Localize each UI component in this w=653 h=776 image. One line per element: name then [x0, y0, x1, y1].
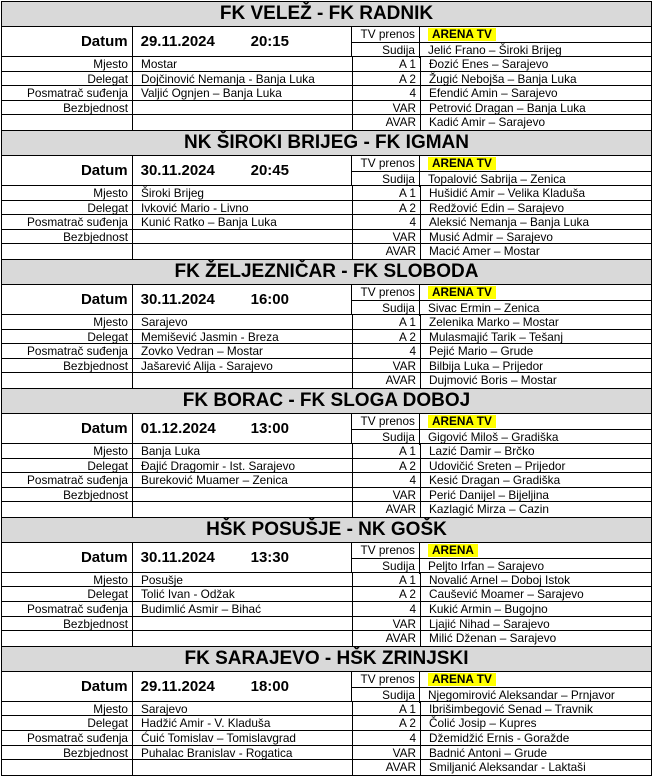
- venue-value: Široki Brijeg: [133, 186, 353, 200]
- delegat-label: Delegat: [2, 72, 133, 86]
- avar-name: Macić Amer – Mostar: [429, 244, 540, 259]
- tv-referee-cell: [352, 543, 651, 572]
- var-label: VAR: [353, 230, 421, 244]
- observer-value: Kunić Ratko – Banja Luka: [133, 215, 353, 229]
- avar-row: [2, 631, 651, 646]
- observer-row: [2, 215, 651, 230]
- avar-label: AVAR: [353, 760, 421, 775]
- bezbjednost-label: Bezbjednost: [2, 101, 133, 115]
- tv-referee-cell: [352, 27, 651, 56]
- tv-channel-badge: ARENA TV: [428, 673, 496, 686]
- datetime-cell: [133, 543, 352, 572]
- security-row: [2, 488, 651, 503]
- match-title: FK BORAC - FK SLOGA DOBOJ: [2, 389, 651, 414]
- datetime-cell: [133, 672, 352, 701]
- datetime-row: [2, 156, 651, 186]
- match-block: [1, 130, 652, 259]
- match-time: 16:00: [250, 290, 289, 308]
- bezbjednost-label: Bezbjednost: [2, 488, 133, 502]
- posmatrac-label: Posmatrač suđenja: [2, 473, 133, 487]
- var-name: Ljajić Nihad – Sarajevo: [429, 616, 550, 631]
- avar-label: AVAR: [353, 373, 421, 388]
- a2-label: A 2: [353, 587, 421, 601]
- observer-value: Bureković Muamer – Zenica: [133, 473, 353, 487]
- delegate-value: Đajić Dragomir - Ist. Sarajevo: [133, 459, 353, 473]
- security-value: [133, 488, 353, 502]
- tv-label: TV prenos: [352, 672, 420, 687]
- var-label: VAR: [353, 101, 421, 115]
- observer-row: [2, 602, 651, 617]
- tv-label: TV prenos: [352, 285, 420, 300]
- assistant2-name: Žugić Nebojša – Banja Luka: [429, 71, 577, 86]
- delegate-value: Memišević Jasmin - Breza: [133, 330, 353, 344]
- posmatrac-label: Posmatrač suđenja: [2, 731, 133, 745]
- delegat-label: Delegat: [2, 201, 133, 215]
- referee-name: Topalović Sabrija – Zenica: [427, 171, 566, 186]
- venue-value: Sarajevo: [133, 702, 353, 716]
- fourth-label: 4: [353, 344, 421, 358]
- sudija-label: Sudija: [352, 430, 420, 445]
- sudija-label: Sudija: [352, 559, 420, 574]
- assistant2-name: Redžović Edin – Sarajevo: [429, 200, 565, 215]
- posmatrac-label: Posmatrač suđenja: [2, 86, 133, 100]
- a2-label: A 2: [353, 72, 421, 86]
- avar-name: Smiljanić Aleksandar - Laktaši: [429, 760, 586, 775]
- tv-channel-badge: ARENA TV: [428, 157, 496, 170]
- a2-label: A 2: [353, 330, 421, 344]
- datum-label: Datum: [2, 414, 133, 443]
- tv-label: TV prenos: [352, 27, 420, 42]
- match-date: 30.11.2024: [140, 548, 215, 566]
- avar-name: Milić Dženan – Sarajevo: [429, 631, 557, 646]
- datetime-cell: [133, 27, 352, 56]
- sudija-label: Sudija: [352, 301, 420, 316]
- assistant1-name: Đozić Enes – Sarajevo: [429, 57, 549, 71]
- observer-row: [2, 86, 651, 101]
- venue-row: [2, 702, 651, 717]
- assistant1-name: Ibrišimbegović Senad – Travnik: [429, 701, 593, 716]
- security-value: Puhalac Branislav - Rogatica: [133, 746, 353, 760]
- var-name: Musić Admir – Sarajevo: [429, 229, 553, 244]
- sudija-label: Sudija: [352, 43, 420, 58]
- datetime-row: [2, 285, 651, 315]
- security-row: [2, 746, 651, 761]
- var-label: VAR: [353, 746, 421, 760]
- var-name: Petrović Dragan – Banja Luka: [429, 100, 586, 115]
- fourth-label: 4: [353, 86, 421, 100]
- match-time: 13:30: [250, 548, 289, 566]
- match-date: 30.11.2024: [140, 290, 215, 308]
- fourth-official-name: Kesić Dragan – Gradiška: [429, 473, 561, 487]
- referee-name: Sivac Ermin – Zenica: [427, 300, 540, 315]
- datum-label: Datum: [2, 543, 133, 572]
- avar-row: [2, 244, 651, 259]
- var-label: VAR: [353, 359, 421, 373]
- var-name: Bilbija Luka – Prijedor: [429, 358, 544, 373]
- security-row: [2, 230, 651, 245]
- delegat-label: Delegat: [2, 716, 133, 730]
- fourth-official-name: Aleksić Nemanja – Banja Luka: [429, 215, 590, 229]
- avar-name: Dujmović Boris – Mostar: [429, 373, 557, 388]
- security-value: Jašarević Alija - Sarajevo: [133, 359, 353, 373]
- tv-label: TV prenos: [352, 543, 420, 558]
- a1-label: A 1: [353, 57, 421, 71]
- match-block: [1, 1, 652, 130]
- venue-value: Banja Luka: [133, 444, 353, 458]
- observer-row: [2, 473, 651, 488]
- var-name: Badnić Antoni – Grude: [429, 745, 548, 760]
- delegat-label: Delegat: [2, 587, 133, 601]
- var-label: VAR: [353, 617, 421, 631]
- delegate-row: [2, 201, 651, 216]
- posmatrac-label: Posmatrač suđenja: [2, 602, 133, 616]
- observer-value: Budimlić Asmir – Bihać: [133, 602, 353, 616]
- fourth-label: 4: [353, 731, 421, 745]
- observer-value: Zovko Vedran – Mostar: [133, 344, 353, 358]
- match-block: [1, 517, 652, 646]
- delegate-row: [2, 716, 651, 731]
- mjesto-label: Mjesto: [2, 315, 133, 329]
- venue-row: [2, 315, 651, 330]
- tv-channel-badge: ARENA TV: [428, 28, 496, 41]
- a2-label: A 2: [353, 201, 421, 215]
- fourth-official-name: Džemidžić Ernis - Goražde: [429, 731, 570, 745]
- tv-channel-badge: ARENA TV: [428, 286, 496, 299]
- delegate-row: [2, 459, 651, 474]
- match-time: 20:45: [250, 161, 289, 179]
- match-block: [1, 646, 652, 776]
- observer-row: [2, 344, 651, 359]
- fourth-official-name: Efendić Amin – Sarajevo: [429, 86, 558, 100]
- security-value: [133, 617, 353, 631]
- assistant1-name: Novalić Arnel – Doboj Istok: [429, 572, 570, 587]
- referee-name: Gigović Miloš – Gradiška: [427, 429, 559, 444]
- fourth-label: 4: [353, 602, 421, 616]
- security-row: [2, 617, 651, 632]
- avar-row: [2, 115, 651, 130]
- tv-label: TV prenos: [352, 414, 420, 429]
- venue-row: [2, 186, 651, 201]
- datetime-row: [2, 543, 651, 573]
- delegate-value: Dojčinović Nemanja - Banja Luka: [133, 72, 353, 86]
- observer-value: Ćuić Tomislav – Tomislavgrad: [133, 731, 353, 745]
- match-date: 01.12.2024: [140, 419, 216, 437]
- match-block: [1, 388, 652, 517]
- delegate-value: Ivković Mario - Livno: [133, 201, 353, 215]
- datetime-cell: [133, 285, 352, 314]
- a2-label: A 2: [353, 459, 421, 473]
- a1-label: A 1: [353, 573, 421, 587]
- observer-value: Valjić Ognjen – Banja Luka: [133, 86, 353, 100]
- tv-referee-cell: [352, 672, 651, 701]
- datum-label: Datum: [2, 285, 133, 314]
- datetime-row: [2, 672, 651, 702]
- referee-name: Peljto Irfan – Sarajevo: [427, 558, 545, 573]
- assistant1-name: Lazić Damir – Brčko: [429, 443, 535, 458]
- mjesto-label: Mjesto: [2, 186, 133, 200]
- referee-name: Jelić Frano – Široki Brijeg: [427, 43, 562, 57]
- a1-label: A 1: [353, 186, 421, 200]
- venue-row: [2, 573, 651, 588]
- fourth-label: 4: [353, 473, 421, 487]
- fourth-official-name: Kukić Armin – Bugojno: [429, 602, 548, 616]
- var-name: Perić Danijel – Bijeljina: [429, 487, 549, 502]
- security-value: [133, 101, 353, 115]
- sudija-label: Sudija: [352, 688, 420, 703]
- match-date: 29.11.2024: [140, 677, 215, 695]
- datetime-cell: [133, 156, 352, 185]
- mjesto-label: Mjesto: [2, 444, 133, 458]
- avar-label: AVAR: [353, 244, 421, 259]
- a1-label: A 1: [353, 315, 421, 329]
- match-date: 29.11.2024: [140, 33, 215, 50]
- mjesto-label: Mjesto: [2, 573, 133, 587]
- mjesto-label: Mjesto: [2, 702, 133, 716]
- security-row: [2, 359, 651, 374]
- delegate-value: Tolić Ivan - Odžak: [133, 587, 353, 601]
- assistant2-name: Čolić Josip – Kupres: [429, 716, 537, 731]
- bezbjednost-label: Bezbjednost: [2, 746, 133, 760]
- security-value: [133, 230, 353, 244]
- datum-label: Datum: [2, 27, 133, 56]
- a1-label: A 1: [353, 444, 421, 458]
- tv-referee-cell: [352, 414, 651, 443]
- match-title: NK ŠIROKI BRIJEG - FK IGMAN: [2, 131, 651, 156]
- datetime-row: [2, 27, 651, 57]
- fourth-official-name: Pejić Mario – Grude: [429, 344, 534, 358]
- a2-label: A 2: [353, 716, 421, 730]
- tv-referee-cell: [352, 285, 651, 314]
- avar-row: [2, 373, 651, 388]
- match-block: [1, 259, 652, 388]
- mjesto-label: Mjesto: [2, 57, 133, 71]
- avar-name: Kadić Amir – Sarajevo: [429, 115, 546, 130]
- tv-referee-cell: [352, 156, 651, 185]
- tv-label: TV prenos: [352, 156, 420, 171]
- tv-channel-badge: ARENA: [428, 544, 478, 557]
- delegat-label: Delegat: [2, 459, 133, 473]
- match-time: 20:15: [250, 33, 289, 50]
- delegat-label: Delegat: [2, 330, 133, 344]
- match-time: 13:00: [250, 419, 289, 437]
- posmatrac-label: Posmatrač suđenja: [2, 215, 133, 229]
- venue-row: [2, 444, 651, 459]
- delegate-row: [2, 587, 651, 602]
- assistant1-name: Hušidić Amir – Velika Kladuša: [429, 185, 586, 200]
- referee-name: Njegomirović Aleksandar – Prnjavor: [427, 687, 615, 702]
- avar-label: AVAR: [353, 631, 421, 646]
- fourth-label: 4: [353, 215, 421, 229]
- a1-label: A 1: [353, 702, 421, 716]
- observer-row: [2, 731, 651, 746]
- datum-label: Datum: [2, 672, 133, 701]
- datum-label: Datum: [2, 156, 133, 185]
- bezbjednost-label: Bezbjednost: [2, 359, 133, 373]
- datetime-row: [2, 414, 651, 444]
- match-title: FK VELEŽ - FK RADNIK: [2, 2, 651, 27]
- match-time: 18:00: [250, 677, 289, 695]
- venue-value: Mostar: [133, 57, 353, 71]
- delegate-value: Hadžić Amir - V. Kladuša: [133, 716, 353, 730]
- avar-name: Kazlagić Mirza – Cazin: [429, 502, 549, 517]
- assistant2-name: Udovičić Sreten – Prijedor: [429, 458, 566, 473]
- avar-row: [2, 502, 651, 517]
- match-title: FK SARAJEVO - HŠK ZRINJSKI: [2, 647, 651, 672]
- avar-label: AVAR: [353, 502, 421, 517]
- var-label: VAR: [353, 488, 421, 502]
- avar-label: AVAR: [353, 115, 421, 130]
- delegate-row: [2, 72, 651, 87]
- security-row: [2, 101, 651, 116]
- sudija-label: Sudija: [352, 172, 420, 187]
- datetime-cell: [133, 414, 352, 443]
- match-title: FK ŽELJEZNIČAR - FK SLOBODA: [2, 260, 651, 285]
- venue-value: Posušje: [133, 573, 353, 587]
- bezbjednost-label: Bezbjednost: [2, 617, 133, 631]
- assistant2-name: Mulasmajić Tarik – Tešanj: [429, 329, 563, 344]
- avar-row: [2, 760, 651, 775]
- posmatrac-label: Posmatrač suđenja: [2, 344, 133, 358]
- venue-row: [2, 57, 651, 72]
- schedule-sheet: [1, 1, 652, 776]
- match-title: HŠK POSUŠJE - NK GOŠK: [2, 518, 651, 543]
- assistant2-name: Caušević Moamer – Sarajevo: [429, 587, 584, 602]
- delegate-row: [2, 330, 651, 345]
- assistant1-name: Zelenika Marko – Mostar: [429, 314, 559, 329]
- venue-value: Sarajevo: [133, 315, 353, 329]
- match-date: 30.11.2024: [140, 161, 215, 179]
- bezbjednost-label: Bezbjednost: [2, 230, 133, 244]
- tv-channel-badge: ARENA TV: [428, 415, 496, 428]
